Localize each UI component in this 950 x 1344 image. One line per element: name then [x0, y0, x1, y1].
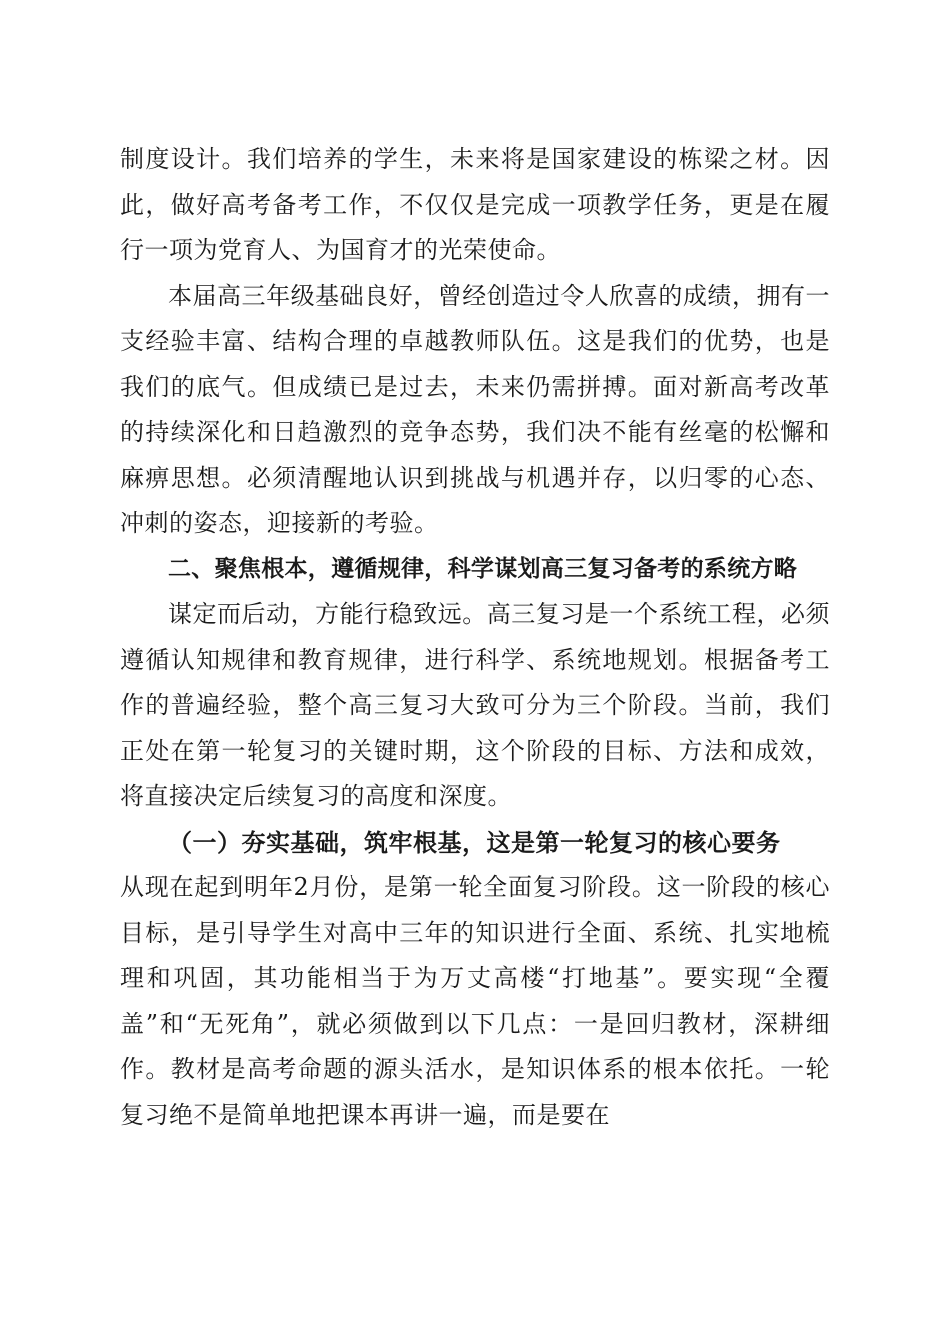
paragraph-1: 制度设计。我们培养的学生，未来将是国家建设的栋梁之材。因此，做好高考备考工作，不仅仅是完成一项教学任务，更是在履行一项为党育人、为国育才的光荣使命。	[120, 145, 830, 264]
paragraph-3: 谋定而后动，方能行稳致远。高三复习是一个系统工程，必须遵循认知规律和教育规律，进行科学、系统地规划。根据备考工作的普遍经验，整个高三复习大致可分为三个阶段。当前，我们正处在第一轮复习的关键时期，这个阶段的目标、方法和成效，将直接决定后续复习的高度和深度。	[120, 600, 830, 810]
document-body	[120, 137, 830, 1138]
paragraph-4: 从现在起到明年2月份，是第一轮全面复习阶段。这一阶段的核心目标，是引导学生对高中三年的知识进行全面、系统、扎实地梳理和巩固，其功能相当于为万丈高楼“打地基”。要实现“全覆盖”和“无死角”，就必须做到以下几点：一是回归教材，深耕细作。教材是高考命题的源头活水，是知识体系的根本依托。一轮复习绝不是简单地把课本再讲一遍，而是要在	[120, 873, 830, 1129]
subsection-1	[120, 820, 830, 1139]
section-heading-2: 二、聚焦根本，遵循规律，科学谋划高三复习备考的系统方略	[168, 555, 798, 582]
subsection-1-title: （一）夯实基础，筑牢根基，这是第一轮复习的核心要务	[168, 827, 781, 857]
paragraph-2: 本届高三年级基础良好，曾经创造过令人欣喜的成绩，拥有一支经验丰富、结构合理的卓越教师队伍。这是我们的优势，也是我们的底气。但成绩已是过去，未来仍需拼搏。面对新高考改革的持续深化和日趋激烈的竞争态势，我们决不能有丝毫的松懈和麻痹思想。必须清醒地认识到挑战与机遇并存，以归零的心态、冲刺的姿态，迎接新的考验。	[120, 281, 830, 537]
